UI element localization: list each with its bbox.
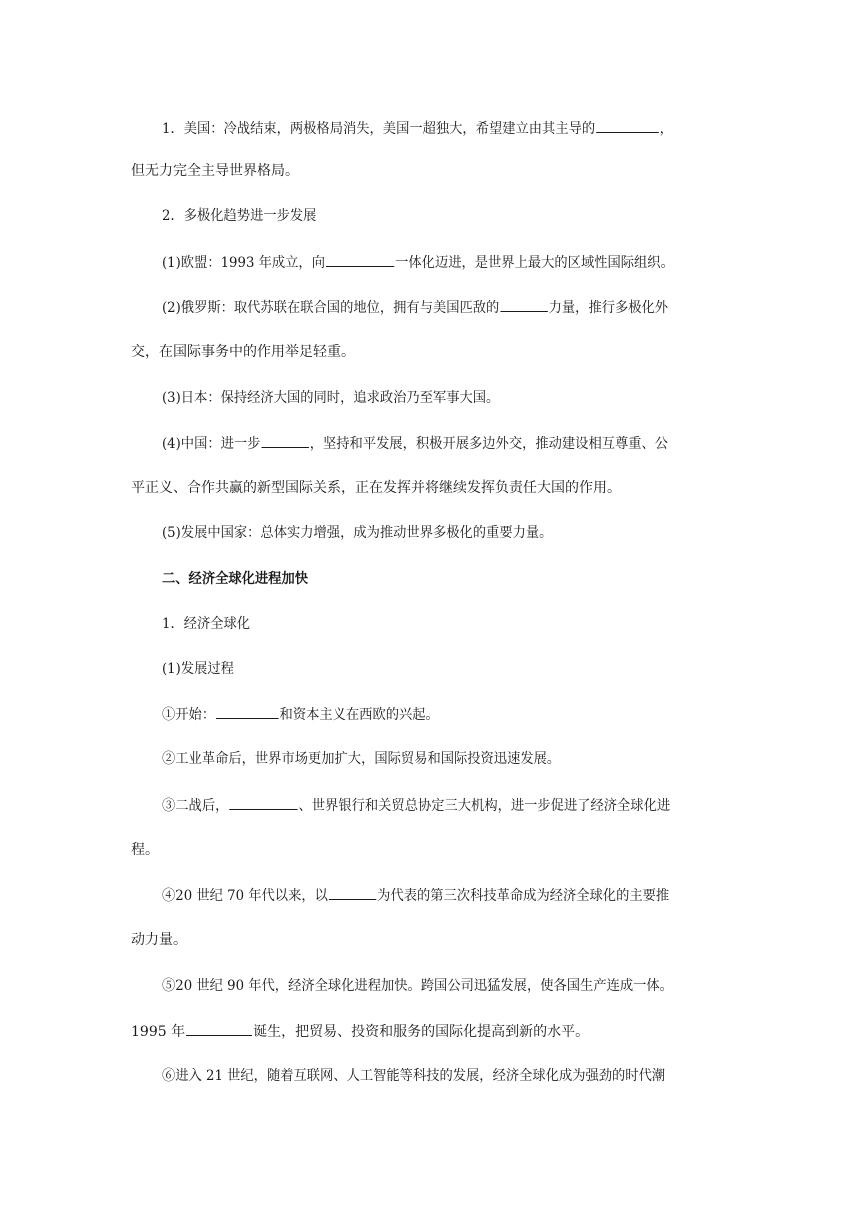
text: 诞生，把贸易、投资和服务的国际化提高到新的水平。 [253,1024,590,1040]
text: (3)日本：保持经济大国的同时，追求政治乃至军事大国。 [162,390,500,406]
paragraph-1990s-cont [131,1021,731,1042]
paragraph-china-cont [131,478,731,498]
text: (5)发展中国家：总体实力增强，成为推动世界多极化的重要力量。 [162,525,553,541]
text: 力量，推行多极化外 [548,300,669,316]
fill-blank [596,118,659,133]
subheading-multipolar [162,206,731,226]
paragraph-start [162,704,731,725]
text: 程。 [131,842,159,858]
fill-blank [186,1021,252,1036]
text: 二、经济全球化进程加快 [162,571,308,587]
paragraph-china [162,433,731,454]
text: 交，在国际事务中的作用举足轻重。 [131,344,355,360]
text: (2)俄罗斯：取代苏联在联合国的地位，拥有与美国匹敌的 [162,300,500,316]
fill-blank [261,433,308,448]
paragraph-21st-century [162,1066,731,1086]
paragraph-russia [162,297,731,318]
subheading-process [162,659,731,679]
fill-blank [326,252,394,267]
paragraph-russia-cont [131,342,731,362]
text: 2．多极化趋势进一步发展 [162,208,317,224]
paragraph-usa [162,118,731,139]
text: 一体化迈进，是世界上最大的区域性国际组织。 [395,255,674,271]
text: 和资本主义在西欧的兴起。 [279,707,439,723]
subheading-globalization [162,614,731,634]
text: (4)中国：进一步 [162,436,261,452]
paragraph-japan [162,388,731,408]
fill-blank [216,704,279,719]
text: ⑤20 世纪 90 年代，经济全球化进程加快。跨国公司迅猛发展，使各国生产连成一体。 [162,978,673,994]
text: ④20 世纪 70 年代以来，以 [162,888,328,904]
section-heading [162,569,731,589]
text: ， [659,121,673,137]
paragraph-usa-cont [131,161,731,181]
text: 1．经济全球化 [162,616,251,632]
text: ①开始： [162,707,216,723]
text: 、世界银行和关贸总协定三大机构，进一步促进了经济全球化进 [298,798,671,814]
fill-blank [229,795,297,810]
text: ②工业革命后，世界市场更加扩大，国际贸易和国际投资迅速发展。 [162,751,561,767]
paragraph-industrial [162,749,731,769]
paragraph-postwar [162,795,731,816]
text: ⑥进入 21 世纪，随着互联网、人工智能等科技的发展，经济全球化成为强劲的时代潮 [162,1068,666,1084]
paragraph-developing [162,523,731,543]
text: ，坚持和平发展，积极开展多边外交，推动建设相互尊重、公 [309,436,669,452]
paragraph-postwar-cont [131,840,731,860]
paragraph-1990s [162,976,731,996]
text: 1995 年 [131,1024,186,1040]
text: (1)发展过程 [162,661,234,677]
text: 为代表的第三次科技革命成为经济全球化的主要推 [377,888,670,904]
paragraph-1970s-cont [131,930,731,950]
paragraph-1970s [162,885,731,906]
text: 1．美国：冷战结束，两极格局消失，美国一超独大，希望建立由其主导的 [162,121,596,137]
text: 但无力完全主导世界格局。 [131,163,299,179]
paragraph-eu [162,252,731,273]
text: (1)欧盟：1993 年成立，向 [162,255,325,271]
text: 动力量。 [131,932,187,948]
fill-blank [329,885,376,900]
text: ③二战后， [162,798,229,814]
fill-blank [500,297,547,312]
text: 平正义、合作共赢的新型国际关系，正在发挥并将继续发挥负责任大国的作用。 [131,480,621,496]
